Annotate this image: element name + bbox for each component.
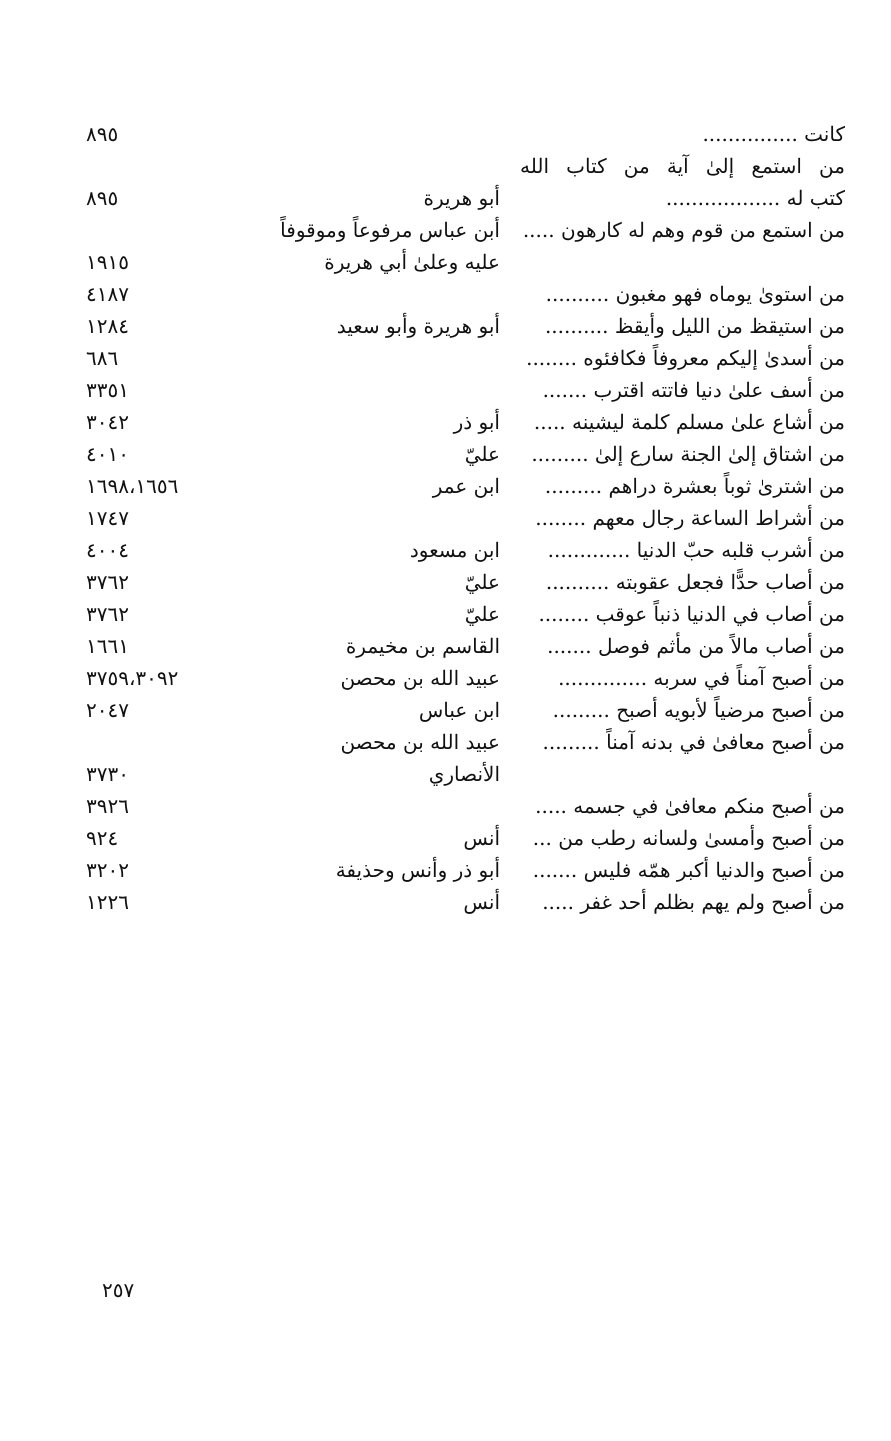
index-entry bbox=[80, 726, 845, 790]
narrator-line: أبو ذر bbox=[453, 410, 500, 434]
narrator-line: عليّ bbox=[464, 442, 500, 466]
narrator bbox=[275, 214, 520, 278]
narrator bbox=[275, 694, 520, 726]
hadith-text: من أصبح مرضياً لأبويه أصبح ......... bbox=[552, 698, 845, 722]
narrator bbox=[275, 598, 520, 630]
narrator bbox=[275, 822, 520, 854]
hadith-text: من أصبح وأمسىٰ ولسانه رطب من ... bbox=[532, 826, 845, 850]
hadith-number: ١٦٦١ bbox=[86, 634, 129, 658]
narrator bbox=[275, 470, 520, 502]
hadith-number: ٦٨٦ bbox=[86, 346, 119, 370]
narrator-line: أنس bbox=[463, 890, 500, 914]
hadith-number: ٨٩٥ bbox=[86, 186, 119, 210]
index-entry bbox=[80, 182, 845, 214]
narrator bbox=[275, 726, 520, 790]
narrator bbox=[275, 438, 520, 470]
hadith-text: كتب له .................. bbox=[665, 186, 845, 210]
hadith-number: ٤١٨٧ bbox=[86, 282, 129, 306]
narrator-line: عليه وعلىٰ أبي هريرة bbox=[324, 250, 500, 274]
index-entry bbox=[80, 374, 845, 406]
index-entry bbox=[80, 886, 845, 918]
narrator-line: عبيد الله بن محصن bbox=[340, 730, 500, 754]
narrator-line: أبو هريرة bbox=[423, 186, 500, 210]
hadith-number: ٣٧٥٩،٣٠٩٢ bbox=[86, 666, 179, 690]
hadith-text: من استيقظ من الليل وأيقظ .......... bbox=[544, 314, 845, 338]
hadith-text: من أصاب في الدنيا ذنباً عوقب ........ bbox=[538, 602, 845, 626]
hadith-number: ٤٠١٠ bbox=[86, 442, 129, 466]
index-entry bbox=[80, 438, 845, 470]
hadith-text: من أصبح معافىٰ في بدنه آمناً ......... bbox=[542, 730, 845, 754]
hadith-text: من أصبح منكم معافىٰ في جسمه ..... bbox=[535, 794, 845, 818]
hadith-text: من استمع إلىٰ آية من كتاب الله bbox=[520, 154, 845, 178]
narrator bbox=[275, 182, 520, 214]
narrator-line: عليّ bbox=[464, 602, 500, 626]
hadith-number: ١٧٤٧ bbox=[86, 506, 129, 530]
hadith-text: من اشتاق إلىٰ الجنة سارع إلىٰ ......... bbox=[531, 442, 845, 466]
narrator bbox=[275, 406, 520, 438]
narrator-line: القاسم بن مخيمرة bbox=[345, 634, 500, 658]
hadith-number: ٩٢٤ bbox=[86, 826, 119, 850]
hadith-text: من أصاب حدًّا فجعل عقوبته .......... bbox=[545, 570, 845, 594]
hadith-number: ٣٧٦٢ bbox=[86, 602, 129, 626]
hadith-text: من أصبح آمناً في سربه .............. bbox=[558, 666, 845, 690]
narrator bbox=[275, 310, 520, 342]
hadith-number: ٣٢٠٢ bbox=[86, 858, 129, 882]
narrator-line: الأنصاري bbox=[428, 762, 500, 786]
index-entry bbox=[80, 214, 845, 278]
narrator bbox=[275, 662, 520, 694]
hadith-number: ١٢٨٤ bbox=[86, 314, 129, 338]
hadith-text: من أسدىٰ إليكم معروفاً فكافئوه ........ bbox=[526, 346, 845, 370]
hadith-text: من أصاب مالاً من مأثم فوصل ....... bbox=[547, 634, 845, 658]
index-entry bbox=[80, 630, 845, 662]
hadith-text: من أشاع علىٰ مسلم كلمة ليشينه ..... bbox=[533, 410, 845, 434]
narrator bbox=[275, 854, 520, 886]
index-entry bbox=[80, 118, 845, 150]
hadith-text: من أصبح والدنيا أكبر همّه فليس ....... bbox=[532, 858, 845, 882]
narrator-line: عليّ bbox=[464, 570, 500, 594]
hadith-text: من أصبح ولم يهم بظلم أحد غفر ..... bbox=[542, 890, 845, 914]
index-entries bbox=[80, 118, 845, 918]
hadith-number: ٣٩٢٦ bbox=[86, 794, 129, 818]
hadith-number: ٣٣٥١ bbox=[86, 378, 129, 402]
index-entry bbox=[80, 278, 845, 310]
narrator-line: أنس bbox=[463, 826, 500, 850]
hadith-number: ٣٧٣٠ bbox=[86, 762, 129, 786]
hadith-number: ١٩١٥ bbox=[86, 250, 129, 274]
hadith-text: كانت ............... bbox=[702, 122, 845, 146]
index-entry bbox=[80, 566, 845, 598]
hadith-number: ٨٩٥ bbox=[86, 122, 119, 146]
narrator bbox=[275, 566, 520, 598]
narrator bbox=[275, 534, 520, 566]
index-entry bbox=[80, 470, 845, 502]
index-entry bbox=[80, 310, 845, 342]
index-entry bbox=[80, 342, 845, 374]
hadith-number: ١٦٩٨،١٦٥٦ bbox=[86, 474, 179, 498]
hadith-text: من أشرب قلبه حبّ الدنيا ............. bbox=[547, 538, 845, 562]
narrator-line: أبو هريرة وأبو سعيد bbox=[336, 314, 500, 338]
hadith-number: ١٢٢٦ bbox=[86, 890, 129, 914]
narrator bbox=[275, 630, 520, 662]
index-entry bbox=[80, 854, 845, 886]
index-entry bbox=[80, 150, 845, 182]
hadith-number: ٣٠٤٢ bbox=[86, 410, 129, 434]
narrator-line: ابن عمر bbox=[432, 474, 500, 498]
hadith-text: من استمع من قوم وهم له كارهون ..... bbox=[522, 218, 845, 242]
index-entry bbox=[80, 662, 845, 694]
narrator-line: أبن عباس مرفوعاً وموقوفاً bbox=[280, 218, 500, 242]
page-number: ٢٥٧ bbox=[102, 1278, 135, 1302]
index-entry bbox=[80, 694, 845, 726]
index-entry bbox=[80, 790, 845, 822]
hadith-number: ٣٧٦٢ bbox=[86, 570, 129, 594]
hadith-text: من استوىٰ يوماه فهو مغبون .......... bbox=[545, 282, 845, 306]
hadith-number: ٤٠٠٤ bbox=[86, 538, 129, 562]
narrator bbox=[275, 886, 520, 918]
index-entry bbox=[80, 406, 845, 438]
hadith-number: ٢٠٤٧ bbox=[86, 698, 129, 722]
index-entry bbox=[80, 534, 845, 566]
index-page bbox=[80, 118, 845, 918]
index-entry bbox=[80, 822, 845, 854]
index-entry bbox=[80, 598, 845, 630]
hadith-text: من اشترىٰ ثوباً بعشرة دراهم ......... bbox=[544, 474, 845, 498]
narrator-line: ابن مسعود bbox=[409, 538, 500, 562]
hadith-text: من أسف علىٰ دنيا فاتته اقترب ....... bbox=[542, 378, 845, 402]
narrator-line: عبيد الله بن محصن bbox=[340, 666, 500, 690]
narrator-line: أبو ذر وأنس وحذيفة bbox=[335, 858, 500, 882]
hadith-text: من أشراط الساعة رجال معهم ........ bbox=[535, 506, 845, 530]
narrator-line: ابن عباس bbox=[418, 698, 500, 722]
index-entry bbox=[80, 502, 845, 534]
